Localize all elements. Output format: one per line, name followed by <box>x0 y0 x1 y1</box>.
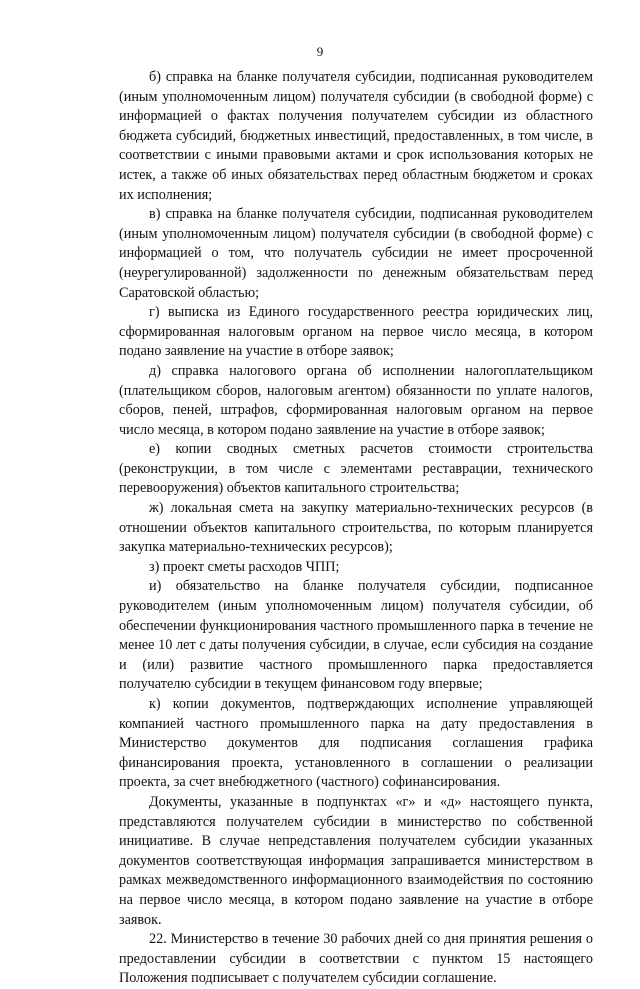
paragraph-e: е) копии сводных сметных расчетов стоимости строительства (реконструкции, в том числе с элементами реставрации, технического перевооружения) объектов капитального строительства; <box>119 441 593 497</box>
paragraph-b: б) справка на бланке получателя субсидии, подписанная руководителем (иным уполномоченным лицом) получателя субсидии (в свободной форме) с информацией о фактах получения получателем субсидии из областного бюджета субсидий, бюджетных инвестиций, предоставленных, в том числе, в соответствии с иными правовыми актами и срок использования которых не истек, а также об иных обязательствах перед областным бюджетом и сроках их исполнения; <box>119 69 593 203</box>
paragraph-z: з) проект сметы расходов ЧПП; <box>149 558 340 575</box>
paragraph-d: д) справка налогового органа об исполнении налогоплательщиком (плательщиком сборов, налоговым агентом) обязанности по уплате налогов, сборов, пеней, штрафов, сформированная налоговым органом на первое число месяца, в котором подано заявление на участие в отборе заявок; <box>119 362 593 438</box>
body-text <box>119 68 593 989</box>
paragraph-v: в) справка на бланке получателя субсидии, подписанная руководителем (иным уполномоченным лицом) получателя субсидии (в свободной форме) с информацией о том, что получатель субсидии не имеет просроченной (неурегулированной) задолженности по денежным обязательствам перед Саратовской областью; <box>119 206 593 301</box>
paragraph-zh: ж) локальная смета на закупку материально-технических ресурсов (в отношении объектов капитального строительства, по которым планируется закупка материально-технических ресурсов); <box>119 500 593 556</box>
paragraph-i: и) обязательство на бланке получателя субсидии, подписанное руководителем (иным уполномоченным лицом) получателя субсидии, об обеспечении функционирования частного промышленного парка в течение не менее 10 лет с даты получения субсидии, в случае, если субсидия на создание и (или) развитие частного промышленного парка предоставляется получателю субсидии в текущем финансовом году впервые; <box>119 578 593 693</box>
paragraph-g: г) выписка из Единого государственного реестра юридических лиц, сформированная налоговым органом на первое число месяца, в котором подано заявление на участие в отборе заявок; <box>119 304 593 360</box>
paragraph-documents-note: Документы, указанные в подпунктах «г» и «д» настоящего пункта, представляются получателем субсидии в министерство по собственной инициативе. В случае непредставления получателем субсидии указанных документов соответствующая информация запрашивается министерством в рамках межведомственного информационного взаимодействия по состоянию на первое число месяца, в котором подано заявление на участие в отборе заявок. <box>119 793 593 928</box>
paragraph-22: 22. Министерство в течение 30 рабочих дней со дня принятия решения о предоставлении субсидии в соответствии с пунктом 15 настоящего Положения подписывает с получателем субсидии соглашение. <box>119 931 593 987</box>
paragraph-k: к) копии документов, подтверждающих исполнение управляющей компанией частного промышленного парка на дату предоставления в Министерство документов для подписания соглашения графика финансирования проекта, установленного в соглашении о реализации проекта, за счет внебюджетного (частного) софинансирования. <box>119 696 593 791</box>
page-number: 9 <box>316 44 324 59</box>
